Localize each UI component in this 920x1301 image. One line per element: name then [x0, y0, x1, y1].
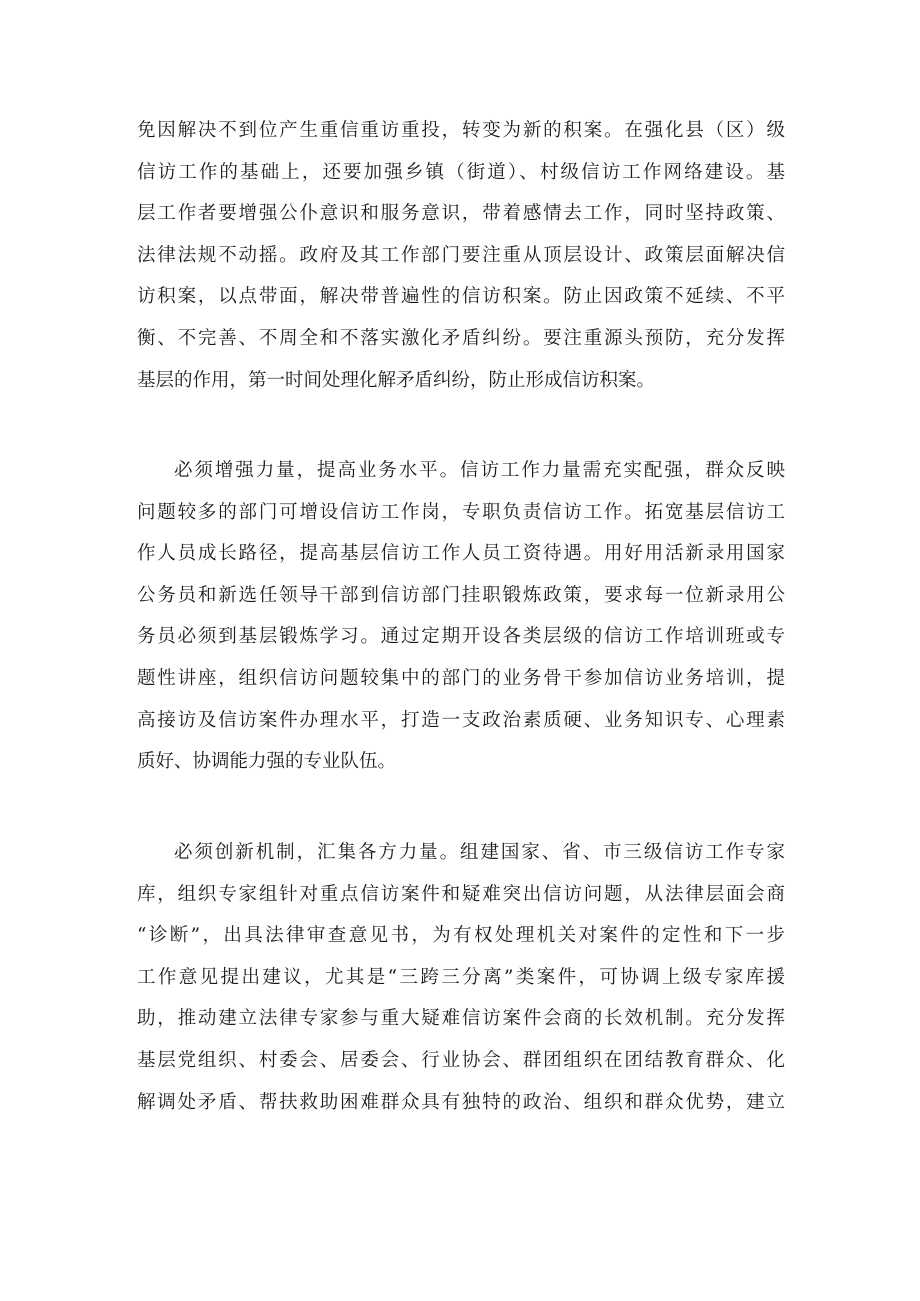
- paragraph-line: 题性讲座，组织信访问题较集中的部门的业务骨干参加信访业务培训，提: [137, 667, 785, 689]
- paragraph-2: [137, 450, 785, 783]
- paragraph-line: 高接访及信访案件办理水平，打造一支政治素质硬、业务知识专、心理素: [137, 709, 785, 731]
- paragraph-line: 层工作者要增强公仆意识和服务意识，带着感情去工作，同时坚持政策、: [137, 203, 785, 225]
- paragraph-line: 基层的作用，第一时间处理化解矛盾纠纷，防止形成信访积案。: [137, 369, 656, 391]
- paragraph-line: 公务员和新选任领导干部到信访部门挂职锻炼政策，要求每一位新录用公: [137, 584, 785, 606]
- paragraph-line: 质好、协调能力强的专业队伍。: [137, 751, 397, 773]
- paragraph-line: 助，推动建立法律专家参与重大疑难信访案件会商的长效机制。充分发挥: [137, 1008, 785, 1030]
- paragraph-line: 信访工作的基础上，还要加强乡镇（街道）、村级信访工作网络建设。基: [137, 161, 785, 183]
- paragraph-line: 作人员成长路径，提高基层信访工作人员工资待遇。用好用活新录用国家: [137, 543, 785, 565]
- paragraph-line: 库，组织专家组针对重点信访案件和疑难突出信访问题，从法律层面会商: [137, 883, 785, 905]
- paragraph-line: 访积案，以点带面，解决带普遍性的信访积案。防止因政策不延续、不平: [137, 286, 785, 308]
- paragraph-3: [137, 832, 785, 1123]
- paragraph-line: 务员必须到基层锻炼学习。通过定期开设各类层级的信访工作培训班或专: [137, 626, 785, 648]
- paragraph-line: 免因解决不到位产生重信重访重投，转变为新的积案。在强化县（区）级: [137, 120, 785, 141]
- paragraph-line: “诊断”，出具法律审查意见书，为有权处理机关对案件的定性和下一步: [137, 925, 785, 947]
- paragraph-line: 解调处矛盾、帮扶救助困难群众具有独特的政治、组织和群众优势，建立: [137, 1091, 785, 1113]
- paragraph-line: 问题较多的部门可增设信访工作岗，专职负责信访工作。拓宽基层信访工: [137, 501, 785, 523]
- paragraph-line: 工作意见提出建议，尤其是“三跨三分离”类案件，可协调上级专家库援: [137, 966, 785, 988]
- paragraph-line: 基层党组织、村委会、居委会、行业协会、群团组织在团结教育群众、化: [137, 1049, 785, 1071]
- paragraph-line: 衡、不完善、不周全和不落实激化矛盾纠纷。要注重源头预防，充分发挥: [137, 327, 785, 349]
- paragraph-line: 必须创新机制，汇集各方力量。组建国家、省、市三级信访工作专家: [174, 842, 785, 863]
- paragraph-line: 法律法规不动摇。政府及其工作部门要注重从顶层设计、政策层面解决信: [137, 244, 785, 266]
- paragraph-1: [137, 110, 785, 401]
- paragraph-line: 必须增强力量，提高业务水平。信访工作力量需充实配强，群众反映: [174, 460, 785, 481]
